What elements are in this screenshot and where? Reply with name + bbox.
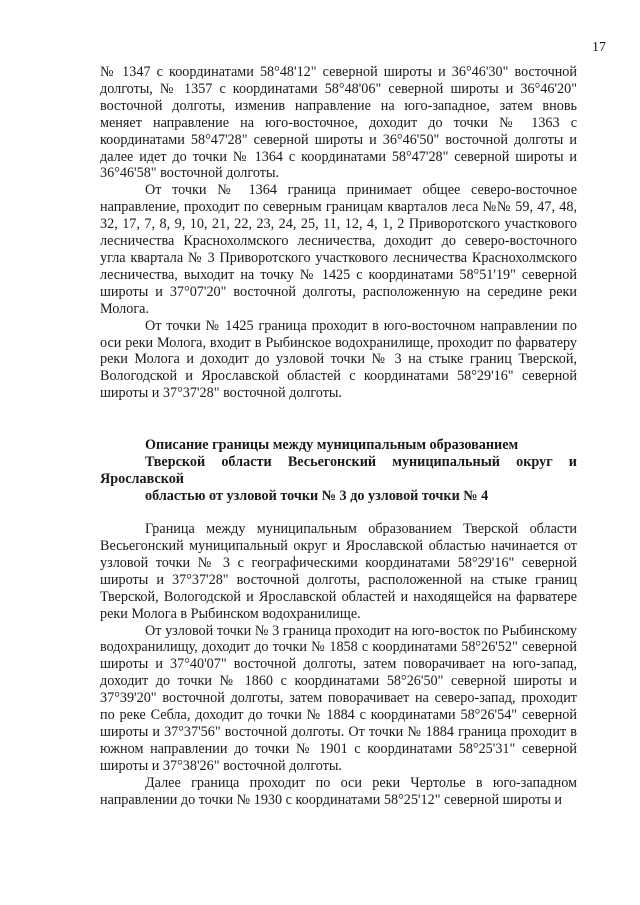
paragraph: От точки № 1364 граница принимает общее северо-восточное направление, проходит по северным границам кварталов леса №№ 59, 47, 48, 32, 17, 7, 8, 9, 10, 21, 22, 23, 24, 25, 11, 12, 4, 1, 2 Приворотского участкового лесничества Краснохолмского лесничества, доходит до северо-восточного угла квартала № 3 Приворотского участкового лесничества Краснохолмского лесничества, выходит на точку № 1425 с координатами 58°51'19" северной широты и 37°07'20" восточной долготы, расположенную на середине реки Молога.: [100, 182, 577, 317]
heading-line: областью от узловой точки № 3 до узловой точки № 4: [145, 488, 489, 505]
heading-line: Описание границы между муниципальным образованием: [145, 437, 519, 454]
page-number: 17: [592, 40, 606, 55]
paragraph: От точки № 1425 граница проходит в юго-восточном направлении по оси реки Молога, входит в Рыбинское водохранилище, проходит по фарватеру реки Молога и доходит до узловой точки № 3 на стыке границ Тверской, Вологодской и Ярославской областей с координатами 58°29'16" северной широты и 37°37'28" восточной долготы.: [100, 317, 577, 402]
section-heading: [100, 437, 577, 505]
document-body: [100, 64, 577, 809]
paragraph: Граница между муниципальным образованием Тверской области Весьегонский муниципальный округ и Ярославской областью начинается от узловой точки № 3 с географическими координатами 58°29'16" северной широты и 37°37'28" восточной долготы, расположенной на стыке границ Тверской, Вологодской и Ярославской областей и находящейся на фарватере реки Молога в Рыбинском водохранилище.: [100, 521, 577, 622]
paragraph: От узловой точки № 3 граница проходит на юго-восток по Рыбинскому водохранилищу, доходит до точки № 1858 с координатами 58°26'52" северной широты и 37°40'07" восточной долготы, затем поворачивает на юго-запад, доходит до точки № 1860 с координатами 58°26'50" северной широты и 37°39'20" восточной долготы, затем поворачивает на северо-запад, проходит по реке Себла, доходит до точки № 1884 с координатами 58°26'54" северной широты и 37°37'56" восточной долготы. От точки № 1884 граница проходит в южном направлении до точки № 1901 с координатами 58°25'31" северной широты и 37°38'26" восточной долготы.: [100, 622, 577, 774]
heading-line: Тверской области Весьегонский муниципальный округ и Ярославской: [100, 454, 577, 488]
paragraph: Далее граница проходит по оси реки Чертолье в юго-западном направлении до точки № 1930 с координатами 58°25'12" северной широты и: [100, 774, 577, 808]
paragraph-continuation: № 1347 с координатами 58°48'12" северной широты и 36°46'30" восточной долготы, № 1357 с координатами 58°48'06" северной широты и 36°46'20" восточной долготы, изменив направление на юго-западное, затем вновь меняет направление на юго-восточное, доходит до точки № 1363 с координатами 58°47'28" северной широты и 36°46'50" восточной долготы и далее идет до точки № 1364 с координатами 58°47'28" северной широты и 36°46'58" восточной долготы.: [100, 64, 577, 182]
